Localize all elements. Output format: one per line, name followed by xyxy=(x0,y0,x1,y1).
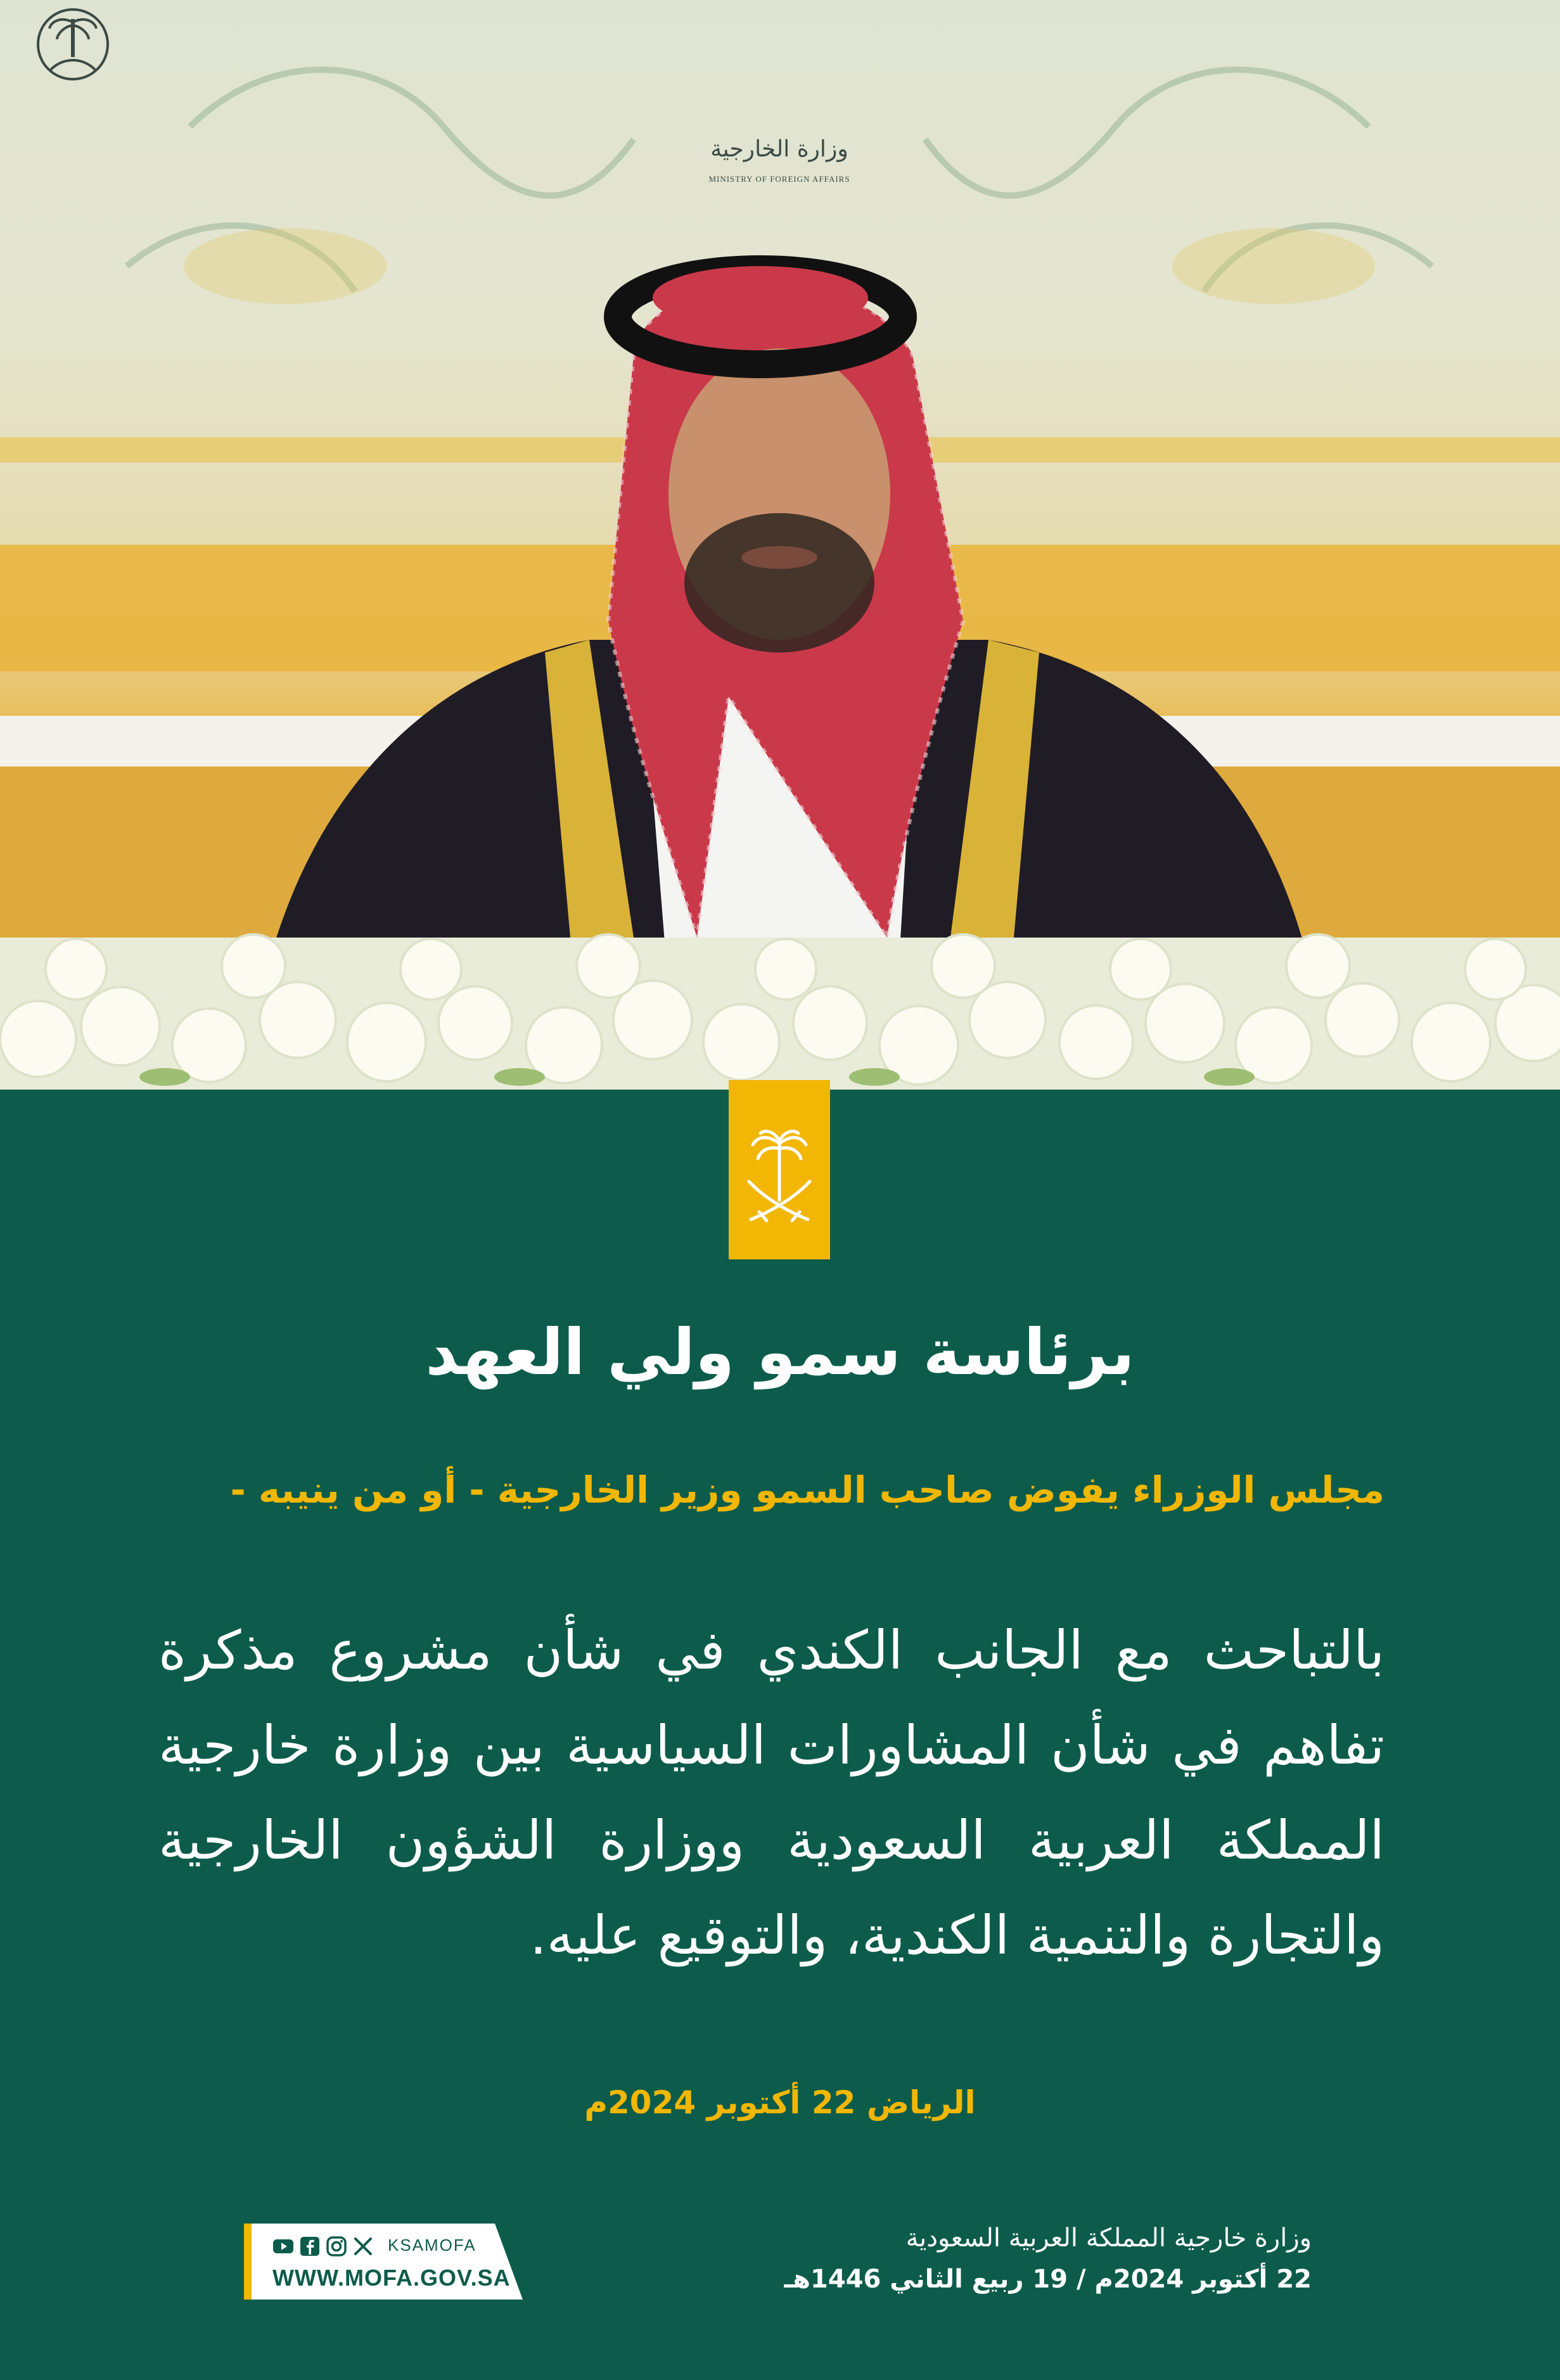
headline: برئاسة سمو ولي العهد xyxy=(425,1315,1135,1389)
x-icon[interactable] xyxy=(352,2236,374,2257)
facebook-icon[interactable] xyxy=(299,2236,321,2257)
badge-accent-bar xyxy=(244,2224,252,2300)
announcement-body: بالتباحث مع الجانب الكندي في شأن مشروع مذكرة تفاهم في شأن المشاورات السياسية بين وزارة خارجية المملكة العربية السعودية ووزارة الشؤون الخارجية والتجارة والتنمية الكندية، والتوقيع عليه. xyxy=(158,1619,1384,1966)
ministry-name: وزارة خارجية المملكة العربية السعودية xyxy=(905,2224,1312,2253)
hero-photo xyxy=(0,0,1560,1090)
hero-photo-illustration xyxy=(0,0,1560,1090)
website-link[interactable]: WWW.MOFA.GOV.SA xyxy=(272,2265,511,2291)
palm-swords-icon xyxy=(729,1080,830,1259)
logo-subtitle: MINISTRY OF FOREIGN AFFAIRS xyxy=(708,174,850,184)
saudi-emblem-tab xyxy=(729,1080,830,1259)
logo-title: وزارة الخارجية xyxy=(710,136,848,162)
social-handle[interactable]: KSAMOFA xyxy=(388,2236,476,2255)
instagram-icon[interactable] xyxy=(326,2236,347,2257)
social-icons xyxy=(272,2235,374,2258)
youtube-icon[interactable] xyxy=(272,2236,294,2257)
subheadline: مجلس الوزراء يفوض صاحب السمو وزير الخارجية - أو من ينيبه - xyxy=(230,1468,1384,1511)
mofa-logo-emblem xyxy=(0,0,146,139)
footer-date: 22 أكتوبر 2024م / 19 ربيع الثاني 1446هـ xyxy=(784,2265,1312,2294)
dateline: الرياض 22 أكتوبر 2024م xyxy=(584,2084,976,2121)
